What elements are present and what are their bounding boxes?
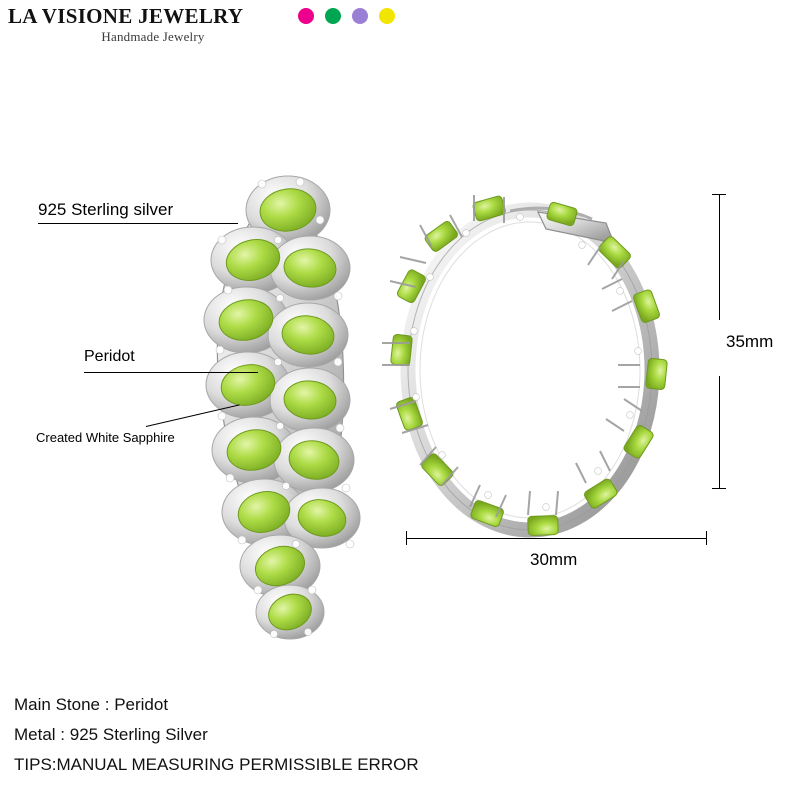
dim-width-right-cap: [706, 531, 707, 545]
spec-metal: [14, 720, 784, 750]
brand-block: [8, 4, 298, 45]
callout-peridot-label: Peridot: [84, 348, 135, 365]
spec-list: [14, 690, 784, 780]
dim-width-value: 30mm: [530, 550, 578, 569]
dim-height-value: 35mm: [726, 332, 774, 351]
dot-magenta-icon: [298, 8, 314, 24]
dot-green-icon: [325, 8, 341, 24]
spec-main-stone-value: Peridot: [114, 695, 169, 714]
dim-height-line-lower: [719, 376, 720, 488]
spec-main-stone-label: Main Stone :: [14, 695, 110, 714]
dot-yellow-icon: [379, 8, 395, 24]
dim-width-line: [406, 538, 706, 539]
spec-main-stone: [14, 690, 784, 720]
dim-height-line-upper: [719, 194, 720, 320]
spec-tips-label: TIPS:MANUAL MEASURING PERMISSIBLE ERROR: [14, 755, 419, 774]
brand-tagline: Handmade Jewelry: [101, 29, 205, 44]
product-illustration: [0, 60, 800, 660]
dot-purple-icon: [352, 8, 368, 24]
color-dot-row: [298, 8, 395, 24]
callout-sterling-silver-leader: [38, 223, 238, 224]
callout-sterling-silver-label: 925 Sterling silver: [38, 200, 174, 219]
callout-white-sapphire-label: Created White Sapphire: [36, 430, 175, 445]
dim-height-bottom-cap: [712, 488, 726, 489]
brand-name: LA VISIONE JEWELRY: [8, 4, 244, 28]
callout-peridot-leader: [84, 372, 258, 373]
spec-metal-label: Metal :: [14, 725, 66, 744]
spec-metal-value: 925 Sterling Silver: [69, 725, 208, 744]
spec-tips: [14, 750, 784, 780]
earring-side-view: [370, 165, 700, 585]
